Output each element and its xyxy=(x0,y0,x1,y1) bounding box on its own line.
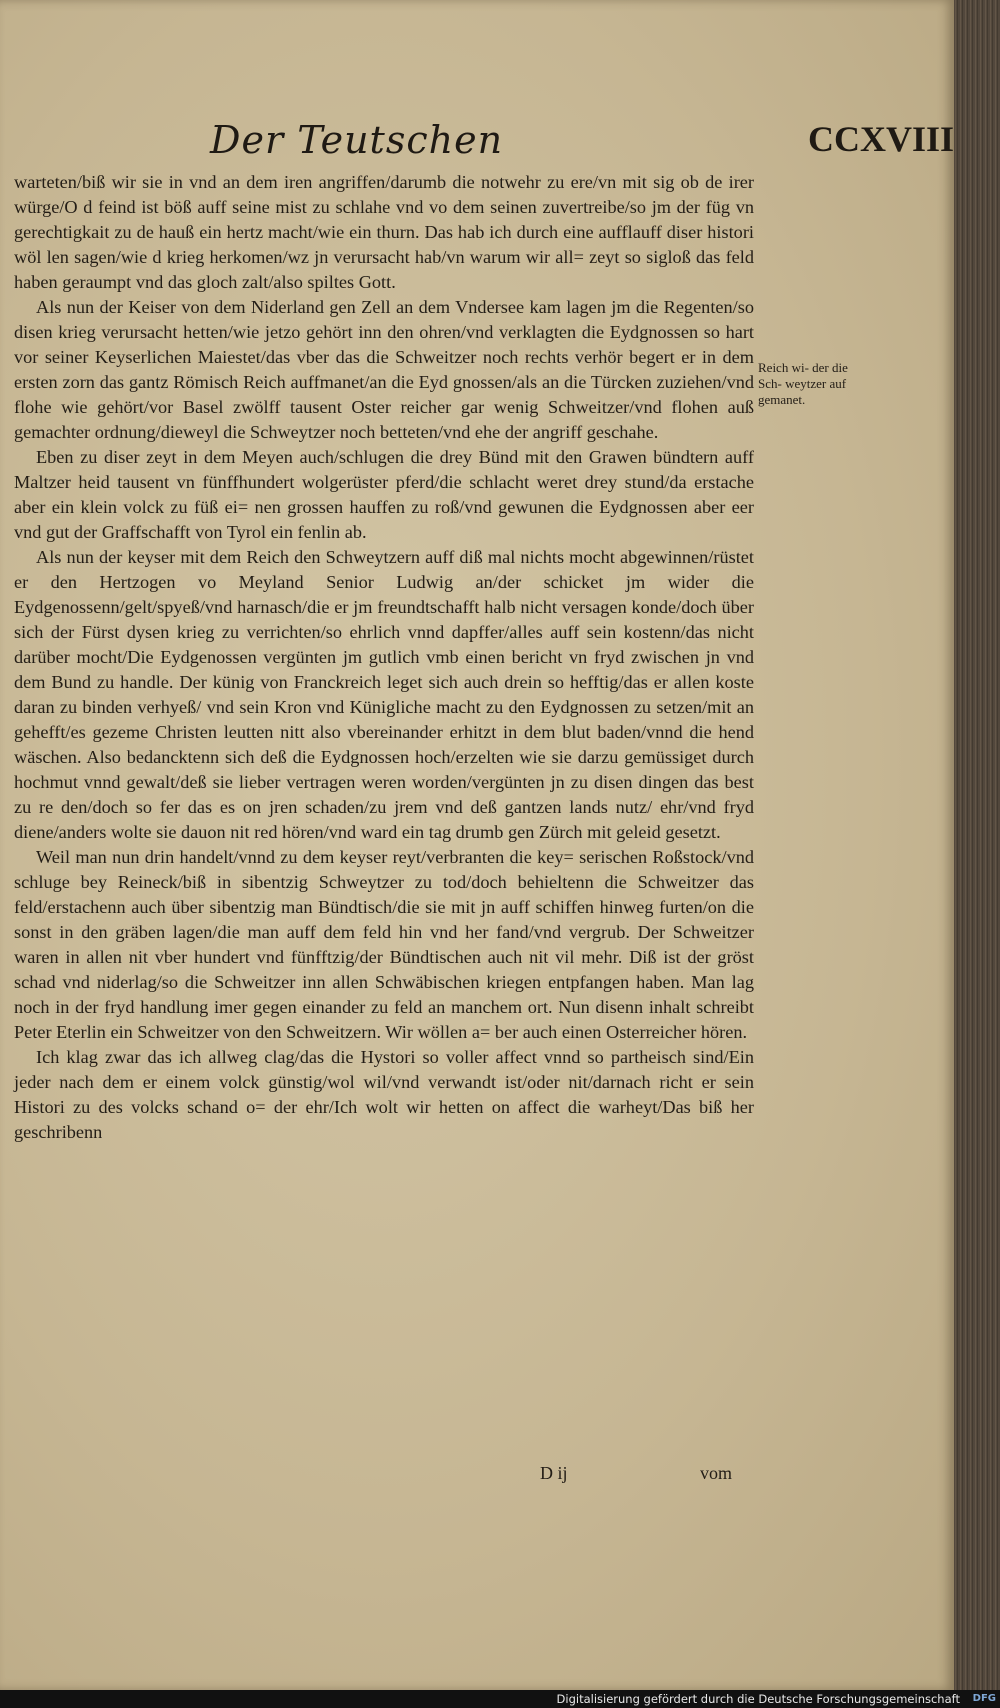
paragraph-4: Als nun der keyser mit dem Reich den Schweytzern auff diß mal nichts mocht abgewinnen/rüstet er den Hertzogen vo Meyland Senior Ludwig an/der schicket jm wider die Eydgenossenn/gelt/spyeß/vnd harnasch/die er jm freundtschafft halb nicht versagen konde/doch über sich der Fürst dysen krieg zu verrichten/so ehrlich vnnd dapffer/alles auff sein kostenn/das nicht darüber mocht/Die Eydgenossen vergünten jm gutlich vmb einen bericht vn fryd zwischen jn vnd dem Bund zu handle. Der künig von Franckreich leget sich auch drein so hefftig/das er allen koste daran zu binden verhyeß/ vnd sein Kron vnd Künigliche macht zu den Eydgnossen zu setzen/mit an gehefft/es gezeme Christen leutten nitt also vbereinander erhitzt in dem blut baden/vnnd die hend wäschen. Also bedancktenn sich deß die Eydgnossen hoch/erzelten wie sie darzu gemüssiget durch hochmut vnnd gewalt/deß sie lieber vertragen weren worden/vergünten jn zu disen dingen das best zu re den/doch so fer das es on jren schaden/zu jrem vnd deß gantzen lands nutz/ ehr/vnd fryd diene/anders wolte sie dauon nit red hören/vnd ward ein tag drumb gen Zürch mit geleid gesetzt. xyxy=(14,547,754,842)
catchword: vom xyxy=(700,1463,733,1483)
paragraph-3: Eben zu diser zeyt in dem Meyen auch/schlugen die drey Bünd mit den Grawen bündtern auff Maltzer heid tausent vn fünffhundert wolgerüster pferd/die schlacht weret drey stund/da erstache aber ein klein volck zu füß ei= nen grossen hauffen zu roß/vnd gewunen die Eydgnossen aber eer vnd gut der Graffschafft von Tyrol ein fenlin ab. xyxy=(14,447,754,542)
footer-bar xyxy=(0,1690,1000,1708)
marginal-note: Reich wi- der die Sch- weytzer auf gemanet. xyxy=(758,360,848,407)
signature-mark: D ij xyxy=(540,1463,568,1483)
page-edges xyxy=(954,0,1000,1690)
paragraph-5: Weil man nun drin handelt/vnnd zu dem keyser reyt/verbranten die key= serischen Roßstock/vnd schluge bey Reineck/biß in sibentzig Schweytzer zu tod/doch behieltenn die Schweitzer das feld/erstachenn auch über sibentzig man Bündtisch/die sie mit jn auff schiffen hinweg furten/on die sonst in den gräben lagen/die man auff dem feld hin vnd her fand/vnd vergrub. Der Schweitzer waren in allen nit vber hundert vnd fünfftzig/der Bündtischen auch nit vil mehr. Diß ist der gröst schad vnd niderlag/so die Schweitzer inn allen Schwäbischen kriegen entpfangen haben. Man lag noch in der fryd handlung imer gegen einander zu feld an manchem ort. Nun disenn inhalt schreibt Peter Eterlin ein Schweitzer von den Schweitzern. Wir wöllen a= ber auch einen Osterreicher hören. xyxy=(14,847,754,1042)
paragraph-6: Ich klag zwar das ich allweg clag/das die Hystori so voller affect vnnd so partheisch sind/Ein jeder nach dem er einem volck günstig/wol wil/vnd verwandt ist/oder nit/darnach richt er sein Histori zu des volcks schand o= der ehr/Ich wolt wir hetten on affect die warheyt/Das biß her geschribenn xyxy=(14,1047,754,1142)
paragraph-2: Als nun der Keiser von dem Niderland gen Zell an dem Vndersee kam lagen jm die Regenten/so disen krieg verursacht hetten/wie jetzo gehört inn den ohren/vnd verklagten die Eydgnossen so hart vor seiner Keyserlichen Maiestet/das vber das die Schweitzer noch rechts verhör begert er in dem ersten zorn das gantz Römisch Reich auffmanet/an die Eyd gnossen/als an die Türcken zuziehen/vnd flohe wie gehört/vor Basel zwölff tausent Oster reicher gar wenig Schweitzer/vnd flohen auß gemachter ordnung/dieweyl die Schweytzer noch betteten/vnd ehe der angriff geschahe. xyxy=(14,297,754,442)
running-title: Der Teutschen xyxy=(210,118,504,162)
body-text xyxy=(14,170,754,1145)
page-header xyxy=(210,118,955,170)
dfg-logo: DFG xyxy=(972,1693,996,1704)
footer-credit: Digitalisierung gefördert durch die Deutsche Forschungsgemeinschaft xyxy=(556,1692,960,1706)
folio-number: CCXVIII xyxy=(808,119,955,159)
paragraph-1: warteten/biß wir sie in vnd an dem iren angriffen/darumb die notwehr zu ere/vn mit sig ob de irer würge/O d feind ist böß auff seine mist zu schlahe vnd vo dem seinen zuvertreibe/so jm der füg vn gerechtigkait zu de hauß ein hertz macht/wie ein thurn. Das hab ich durch eine aufflauff diser histori wöl len sagen/wie d krieg herkomen/wz jn verursacht hab/vn warum wir all= zeyt so sigloß das feld haben geraumpt vnd das gloch zalt/also spiltes Gott. xyxy=(14,172,754,292)
